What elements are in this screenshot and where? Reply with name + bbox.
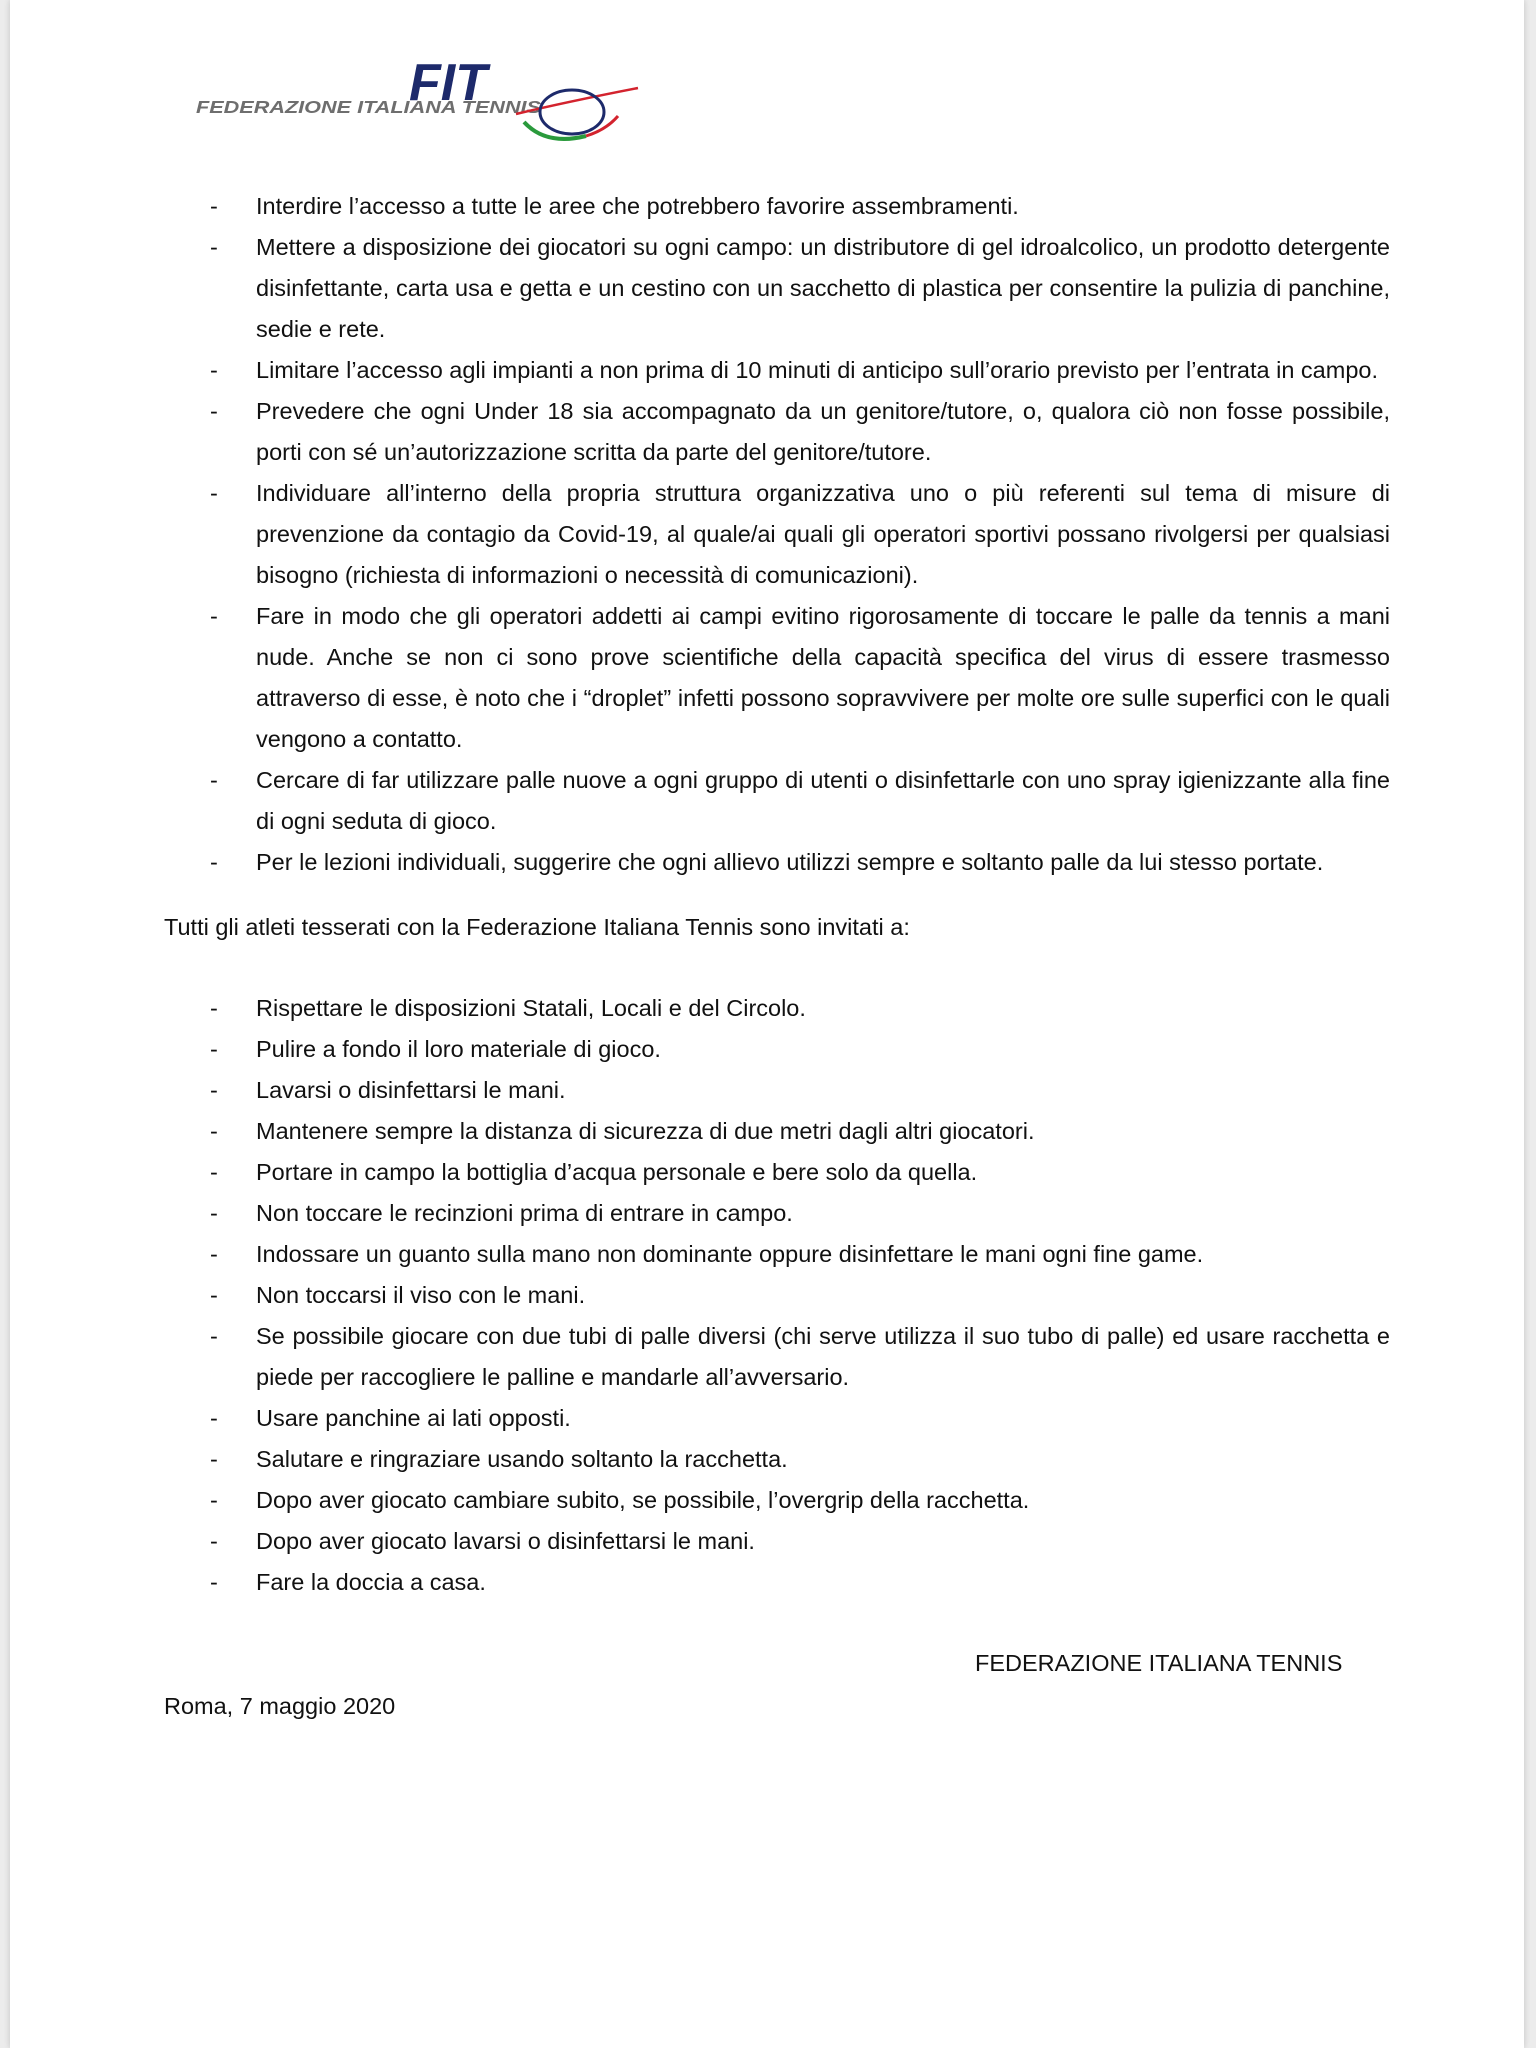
list-item: [164, 1070, 1390, 1111]
list-item-text: Non toccarsi il viso con le mani.: [256, 1282, 586, 1308]
document-body: [164, 186, 1390, 1727]
list-item: [164, 1193, 1390, 1234]
list-item-text: Pulire a fondo il loro materiale di gioco.: [256, 1036, 661, 1062]
dash-bullet: -: [210, 1323, 218, 1349]
list-item: [164, 1439, 1390, 1480]
list-item: [164, 1480, 1390, 1521]
dash-bullet: -: [210, 1036, 218, 1062]
club-measures-list: [164, 186, 1390, 883]
document-page: [10, 0, 1524, 2048]
dash-bullet: -: [210, 1118, 218, 1144]
list-item-text: Individuare all’interno della propria struttura organizzativa uno o più referenti sul tema di misure di prevenzione da contagio da Covid-19, al quale/ai quali gli operatori sportivi possano rivolgersi per qualsiasi bisogno (richiesta di informazioni o necessità di comunicazioni).: [256, 480, 1390, 588]
dash-bullet: -: [210, 398, 218, 424]
list-item: [164, 1275, 1390, 1316]
list-item: [164, 842, 1390, 883]
signature: FEDERAZIONE ITALIANA TENNIS: [975, 1650, 1343, 1676]
list-item-text: Se possibile giocare con due tubi di palle diversi (chi serve utilizza il suo tubo di palle) ed usare racchetta e piede per raccogliere le palline e mandarle all’avversario.: [256, 1323, 1390, 1390]
dash-bullet: -: [210, 1446, 218, 1472]
list-item-text: Usare panchine ai lati opposti.: [256, 1405, 571, 1431]
list-item-text: Indossare un guanto sulla mano non dominante oppure disinfettare le mani ogni fine game.: [256, 1241, 1204, 1267]
dash-bullet: -: [210, 1077, 218, 1103]
dash-bullet: -: [210, 1528, 218, 1554]
list-item: [164, 1234, 1390, 1275]
list-item: [164, 227, 1390, 350]
list-item: [164, 186, 1390, 227]
list-item: [164, 988, 1390, 1029]
logo-wordmark: FIT: [409, 54, 487, 112]
dash-bullet: -: [210, 1241, 218, 1267]
dash-bullet: -: [210, 1159, 218, 1185]
dash-bullet: -: [210, 1405, 218, 1431]
list-item-text: Fare la doccia a casa.: [256, 1569, 486, 1595]
list-item-text: Salutare e ringraziare usando soltanto la racchetta.: [256, 1446, 788, 1472]
dash-bullet: -: [210, 480, 218, 506]
dash-bullet: -: [210, 1487, 218, 1513]
dash-bullet: -: [210, 1569, 218, 1595]
athletes-rules-list: [164, 988, 1390, 1603]
list-item-text: Rispettare le disposizioni Statali, Locali e del Circolo.: [256, 995, 806, 1021]
list-item-text: Mettere a disposizione dei giocatori su ogni campo: un distributore di gel idroalcolico, un prodotto detergente disinfettante, carta usa e getta e un cestino con un sacchetto di plastica per consentire la pulizia di panchine, sedie e rete.: [256, 234, 1390, 342]
dash-bullet: -: [210, 193, 218, 219]
logo-subtitle: FEDERAZIONE ITALIANA TENNIS: [196, 97, 542, 117]
dash-bullet: -: [210, 767, 218, 793]
list-item-text: Portare in campo la bottiglia d’acqua personale e bere solo da quella.: [256, 1159, 978, 1185]
dash-bullet: -: [210, 234, 218, 260]
dash-bullet: -: [210, 995, 218, 1021]
logo-ring-navy: [540, 90, 604, 134]
dash-bullet: -: [210, 1282, 218, 1308]
list-item-text: Dopo aver giocato cambiare subito, se possibile, l’overgrip della racchetta.: [256, 1487, 1030, 1513]
dash-bullet: -: [210, 1200, 218, 1226]
list-item: [164, 1398, 1390, 1439]
list-item: [164, 1562, 1390, 1603]
list-item-text: Non toccare le recinzioni prima di entrare in campo.: [256, 1200, 793, 1226]
place-date: Roma, 7 maggio 2020: [164, 1693, 396, 1719]
list-item-text: Cercare di far utilizzare palle nuove a ogni gruppo di utenti o disinfettarle con uno spray igienizzante alla fine di ogni seduta di gioco.: [256, 767, 1390, 834]
dash-bullet: -: [210, 849, 218, 875]
list-item-text: Mantenere sempre la distanza di sicurezza di due metri dagli altri giocatori.: [256, 1118, 1035, 1144]
list-item: [164, 1152, 1390, 1193]
list-item: [164, 350, 1390, 391]
list-item-text: Fare in modo che gli operatori addetti ai campi evitino rigorosamente di toccare le palle da tennis a mani nude. Anche se non ci sono prove scientifiche della capacità specifica del virus di essere trasmesso attraverso di esse, è noto che i “droplet” infetti possono sopravvivere per molte ore sulle superfici con le quali vengono a contatto.: [256, 603, 1390, 752]
list-item: [164, 760, 1390, 842]
fit-logo: [186, 50, 646, 150]
list-item: [164, 1029, 1390, 1070]
list-item-text: Dopo aver giocato lavarsi o disinfettarsi le mani.: [256, 1528, 755, 1554]
list-item: [164, 1521, 1390, 1562]
list-item: [164, 391, 1390, 473]
dash-bullet: -: [210, 357, 218, 383]
athletes-intro-paragraph: Tutti gli atleti tesserati con la Federazione Italiana Tennis sono invitati a:: [164, 914, 910, 940]
list-item-text: Lavarsi o disinfettarsi le mani.: [256, 1077, 566, 1103]
fit-logo-graphic: [186, 50, 646, 150]
list-item-text: Limitare l’accesso agli impianti a non prima di 10 minuti di anticipo sull’orario previsto per l’entrata in campo.: [256, 357, 1378, 383]
list-item: [164, 1316, 1390, 1398]
list-item-text: Per le lezioni individuali, suggerire che ogni allievo utilizzi sempre e soltanto palle da lui stesso portate.: [256, 849, 1324, 875]
dash-bullet: -: [210, 603, 218, 629]
list-item: [164, 596, 1390, 760]
list-item-text: Prevedere che ogni Under 18 sia accompagnato da un genitore/tutore, o, qualora ciò non fosse possibile, porti con sé un’autorizzazione scritta da parte del genitore/tutore.: [256, 398, 1390, 465]
list-item: [164, 1111, 1390, 1152]
list-item-text: Interdire l’accesso a tutte le aree che potrebbero favorire assembramenti.: [256, 193, 1019, 219]
list-item: [164, 473, 1390, 596]
